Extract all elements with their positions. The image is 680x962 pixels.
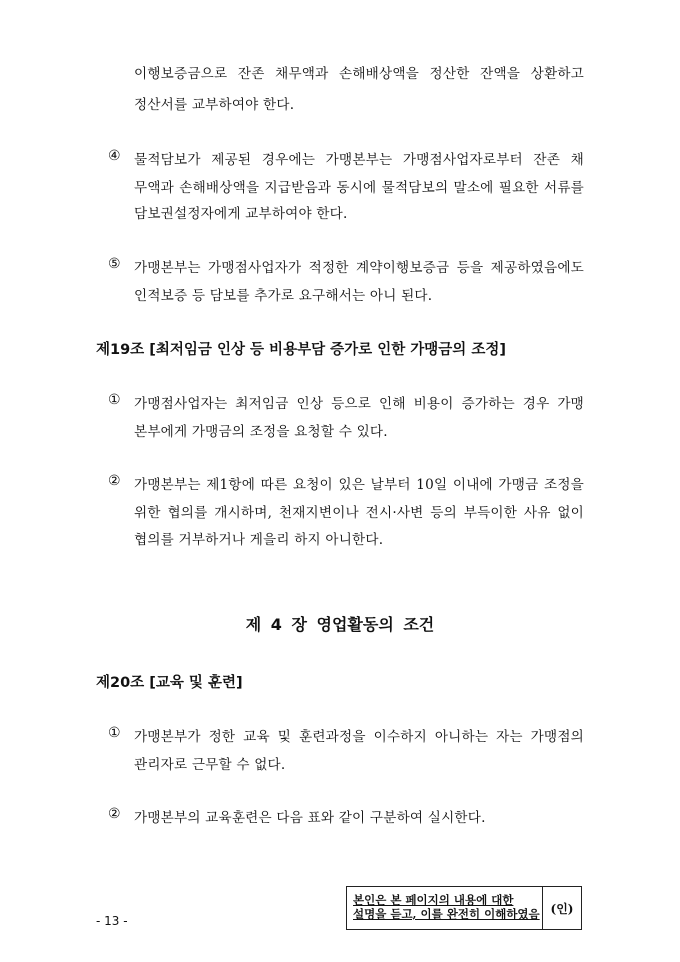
chapter-title: 제 4 장 영업활동의 조건 (245, 615, 435, 634)
body-text-line: 가맹본부가 정한 교육 및 훈련과정을 이수하지 아니하는 자는 가맹점의 (134, 729, 584, 745)
body-text-line: 담보권설정자에게 교부하여야 한다. (134, 206, 348, 222)
body-text-line: 인적보증 등 담보를 추가로 요구해서는 아니 된다. (134, 288, 433, 304)
article-heading: 제20조 [교육 및 훈련] (96, 675, 243, 691)
item-number: ① (108, 725, 121, 741)
page-number: - 13 - (96, 914, 128, 928)
body-text-line: 정산서를 교부하여야 한다. (134, 97, 295, 113)
body-text-line: 협의를 거부하거나 게을리 하지 아니한다. (134, 532, 384, 548)
body-text-line: 관리자로 근무할 수 없다. (134, 757, 286, 773)
confirmation-box (346, 886, 582, 930)
item-number: ① (108, 392, 121, 408)
body-text-line: 위한 협의를 개시하며, 천재지변이나 전시·사변 등의 부득이한 사유 없이 (134, 505, 584, 521)
confirmation-line: 본인은 본 페이지의 내용에 대한 (353, 893, 514, 907)
body-text-line: 가맹본부의 교육훈련은 다음 표와 같이 구분하여 실시한다. (134, 810, 486, 826)
body-text-line: 가맹본부는 가맹점사업자가 적정한 계약이행보증금 등을 제공하였음에도 (134, 260, 584, 276)
body-text-line: 무액과 손해배상액을 지급받음과 동시에 물적담보의 말소에 필요한 서류를 (134, 180, 584, 196)
body-text-line: 본부에게 가맹금의 조정을 요청할 수 있다. (134, 424, 388, 440)
item-number: ② (108, 473, 121, 489)
body-text-line: 물적담보가 제공된 경우에는 가맹본부는 가맹점사업자로부터 잔존 채 (134, 152, 584, 168)
confirmation-text (347, 887, 543, 929)
confirmation-line: 설명을 듣고, 이를 완전히 이해하였음 (353, 907, 540, 921)
item-number: ⑤ (108, 256, 121, 272)
body-text-line: 가맹본부는 제1항에 따른 요청이 있은 날부터 10일 이내에 가맹금 조정을 (134, 477, 584, 493)
body-text-line: 가맹점사업자는 최저임금 인상 등으로 인해 비용이 증가하는 경우 가맹 (134, 396, 584, 412)
item-number: ④ (108, 148, 121, 164)
item-number: ② (108, 806, 121, 822)
article-heading: 제19조 [최저임금 인상 등 비용부담 증가로 인한 가맹금의 조정] (96, 342, 506, 358)
body-text-line: 이행보증금으로 잔존 채무액과 손해배상액을 정산한 잔액을 상환하고 (134, 66, 584, 82)
seal-field[interactable]: (인) (550, 901, 574, 916)
